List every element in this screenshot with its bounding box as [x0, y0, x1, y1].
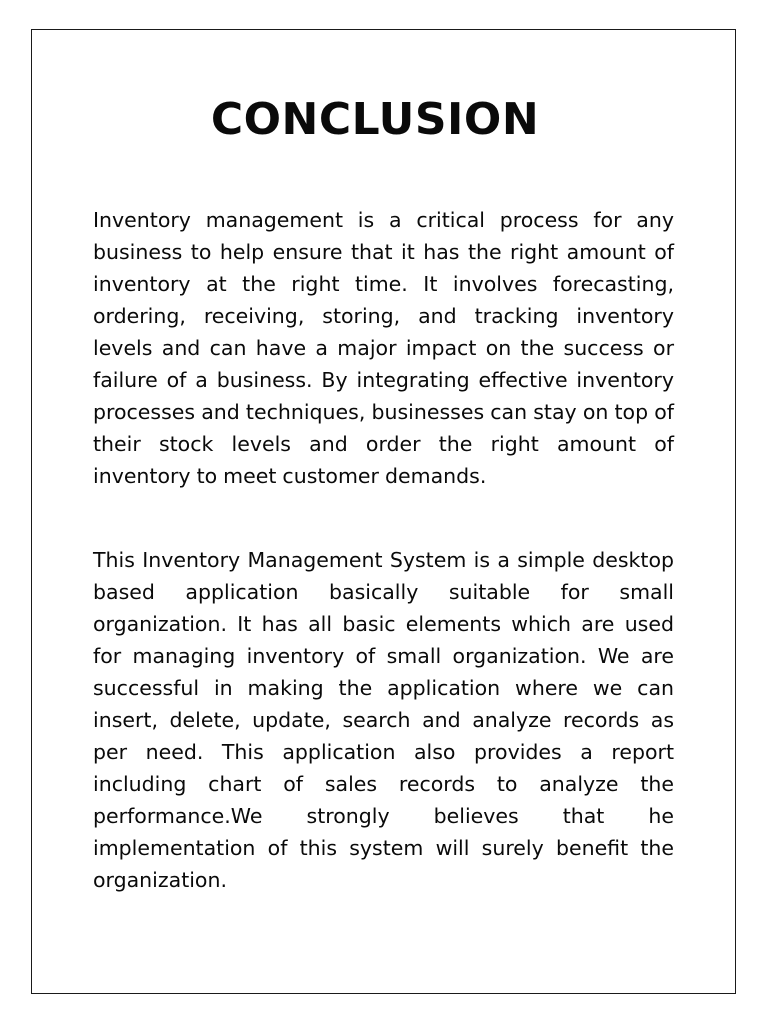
page-title: CONCLUSION — [210, 94, 540, 145]
paragraph-inventory-management: Inventory management is a critical process for any business to help ensure that it has the right amount of inventory at the right time. It involves forecasting, ordering, receiving, storing, and tracking inventory levels and can have a major impact on the success or failure of a business. By integrating effective inventory processes and techniques, businesses can stay on top of their stock levels and order the right amount of inventory to meet customer demands. — [93, 208, 674, 488]
paragraph-system-summary: This Inventory Management System is a simple desktop based application basically suitable for small organization. It has all basic elements which are used for managing inventory of small organization. We are successful in making the application where we can insert, delete, update, search and analyze records as per need. This application also provides a report including chart of sales records to analyze the performance.We strongly believes that he implementation of this system will surely benefit the organization. — [93, 548, 674, 892]
